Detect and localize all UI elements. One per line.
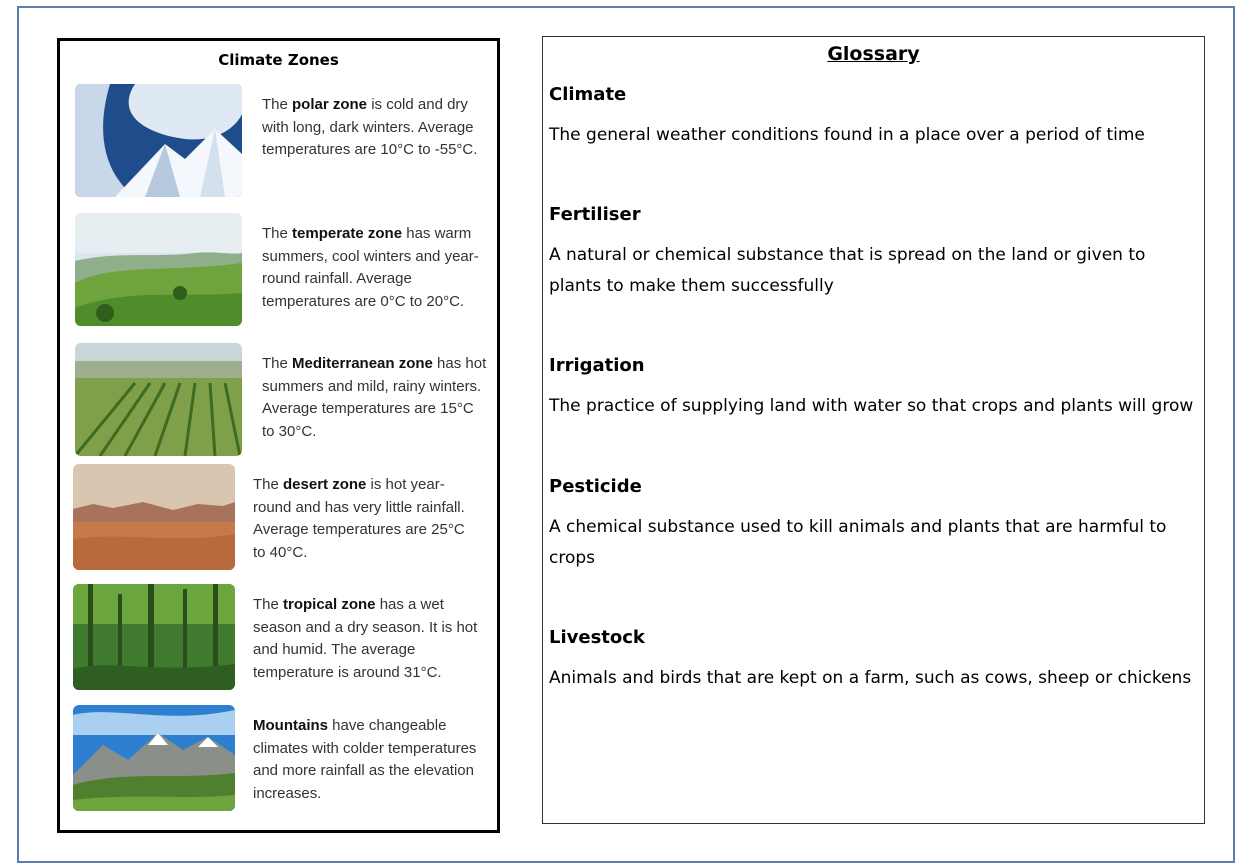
desert-image	[73, 464, 235, 570]
zone-desert-description: The desert zone is hot year-round and has very little rainfall. Average temperatures are 25°C to 40°C.	[253, 476, 465, 561]
climate-zones-title: Climate Zones	[218, 51, 339, 69]
glossary-definition: Animals and birds that are kept on a farm, such as cows, sheep or chickens	[549, 668, 1192, 688]
glossary-term: Pesticide	[549, 476, 642, 497]
glossary-term: Irrigation	[549, 355, 645, 376]
glossary-definition: A chemical substance used to kill animals and plants that are harmful to crops	[549, 517, 1167, 568]
glossary-definition: The general weather conditions found in a place over a period of time	[549, 125, 1145, 145]
zone-mediterranean-description: The Mediterranean zone has hot summers and mild, rainy winters. Average temperatures are 15°C to 30°C.	[262, 355, 487, 440]
rainforest-image	[73, 584, 235, 690]
zone-polar-description: The polar zone is cold and dry with long, dark winters. Average temperatures are 10°C to -55°C.	[262, 96, 478, 158]
zone-temperate-description: The temperate zone has warm summers, cool winters and year-round rainfall. Average temperatures are 0°C to 20°C.	[262, 225, 479, 310]
zone-tropical-description: The tropical zone has a wet season and a dry season. It is hot and humid. The average temperature is around 31°C.	[253, 596, 478, 681]
climate-zones-panel	[57, 38, 500, 833]
polar-ice-image	[75, 84, 242, 197]
glossary-panel	[542, 36, 1205, 824]
temperate-hills-image	[75, 213, 242, 326]
glossary-term: Livestock	[549, 627, 645, 648]
vineyard-image	[75, 343, 242, 456]
zone-mountains-description: Mountains have changeable climates with colder temperatures and more rainfall as the elevation increases.	[253, 717, 477, 802]
glossary-term: Climate	[549, 84, 627, 105]
glossary-definition: A natural or chemical substance that is spread on the land or given to plants to make them successfully	[549, 245, 1146, 296]
mountains-image	[73, 705, 235, 811]
glossary-term: Fertiliser	[549, 204, 641, 225]
glossary-title: Glossary	[827, 43, 920, 65]
glossary-definition: The practice of supplying land with water so that crops and plants will grow	[549, 396, 1194, 416]
